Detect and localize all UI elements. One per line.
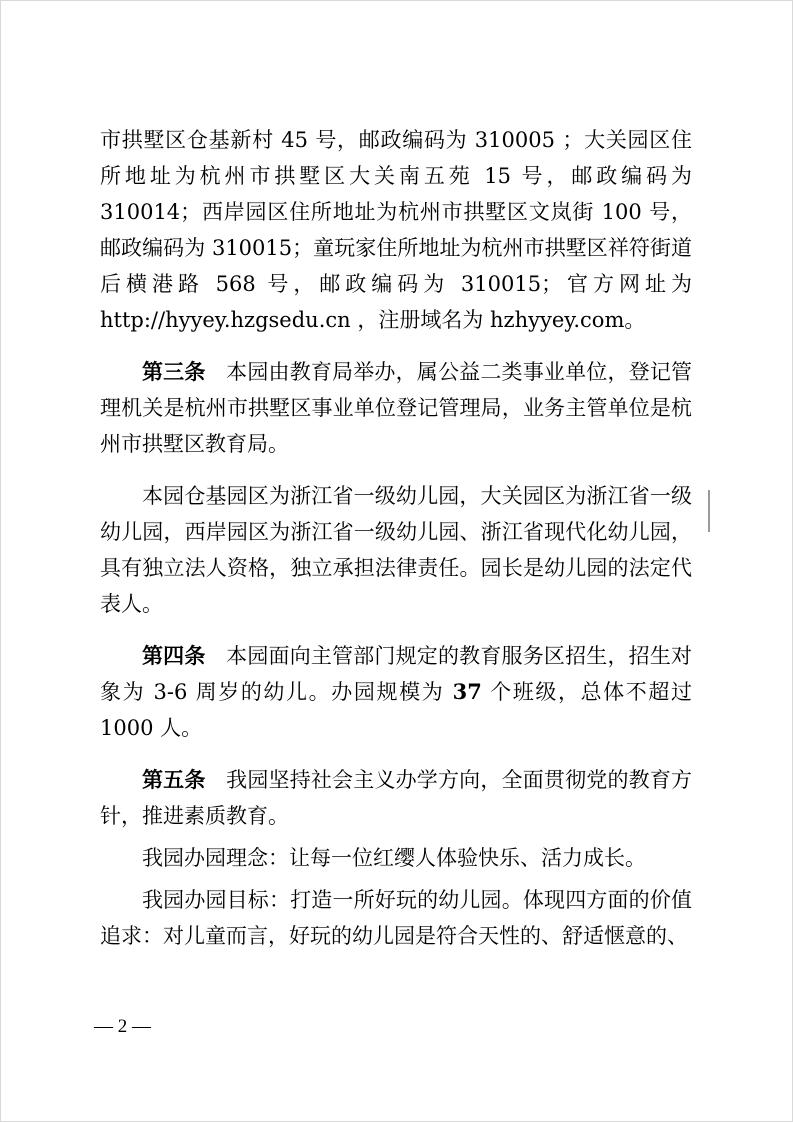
article-4-class-count: 37: [452, 679, 482, 704]
article-3-text: 本园由教育局举办，属公益二类事业单位，登记管理机关是杭州市拱墅区事业单位登记管理局，业务主管单位是杭州市拱墅区教育局。: [100, 360, 693, 456]
article-4: [100, 638, 692, 746]
margin-marker: [708, 490, 710, 532]
paragraph-goal: 我园办园目标：打造一所好玩的幼儿园。体现四方面的价值追求：对儿童而言，好玩的幼儿园是符合天性的、舒适惬意的、: [100, 888, 692, 948]
paragraph-philosophy: 我园办园理念：让每一位红缨人体验快乐、活力成长。: [142, 846, 646, 870]
paragraph-kindergarten-level: 本园仓基园区为浙江省一级幼儿园，大关园区为浙江省一级幼儿园，西岸园区为浙江省一级幼儿园、浙江省现代化幼儿园，具有独立法人资格，独立承担法律责任。园长是幼儿园的法定代表人。: [100, 484, 692, 616]
article-5: [100, 762, 692, 834]
article-5-heading: 第五条: [142, 768, 206, 792]
article-4-text-b: 个班级，总体不超过 1000 人。: [100, 680, 693, 740]
article-3-heading: 第三条: [142, 360, 206, 384]
article-5-text: 我园坚持社会主义办学方向，全面贯彻党的教育方针，推进素质教育。: [100, 768, 693, 828]
article-4-heading: 第四条: [142, 644, 206, 668]
paragraph-address: 市拱墅区仓基新村 45 号，邮政编码为 310005 ；大关园区住所地址为杭州市拱墅区大关南五苑 15 号，邮政编码为 310014；西岸园区住所地址为杭州市拱墅区文岚街 100 号，邮政编码为 310015；童玩家住所地址为杭州市拱墅区祥符街道后横港路 568 号，邮政编码为 310015；官方网址为 http://hyyey.hzgsedu.cn ，注册域名为 hzhyyey.com。: [100, 128, 692, 332]
article-3: [100, 354, 692, 462]
page-number: — 2 —: [94, 1016, 151, 1037]
document-body: [100, 122, 692, 954]
article-4-text-a: 本园面向主管部门规定的教育服务区招生，招生对象为 3-6 周岁的幼儿。办园规模为: [100, 644, 693, 704]
